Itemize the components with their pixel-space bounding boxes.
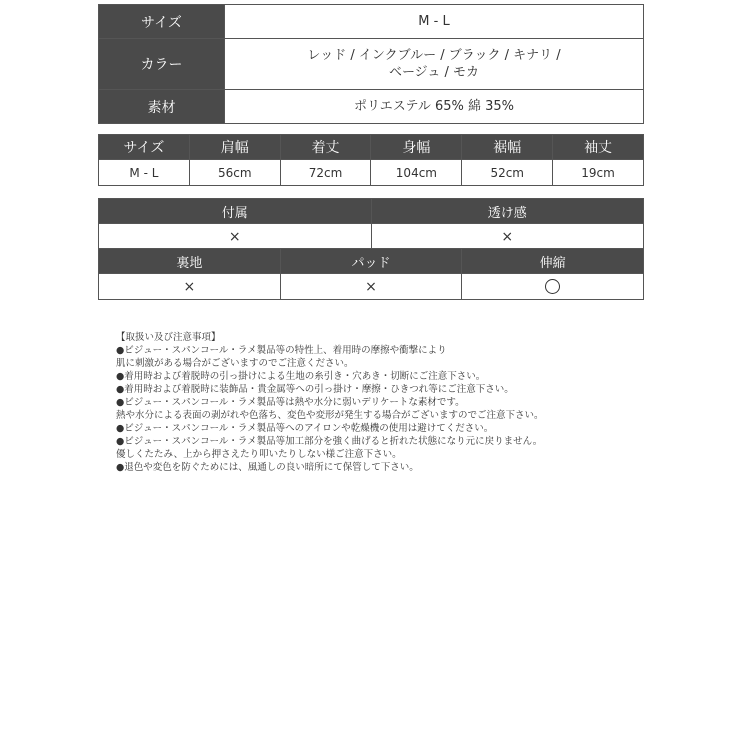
attribute-label-stretch: 伸縮 bbox=[462, 249, 644, 274]
attribute-table-2 bbox=[98, 248, 644, 300]
care-notes bbox=[116, 331, 636, 474]
attribute-header-row-1 bbox=[99, 199, 644, 224]
size-cell-length: 72cm bbox=[280, 160, 371, 186]
size-header-size: サイズ bbox=[99, 135, 190, 160]
size-header-hem: 裾幅 bbox=[462, 135, 553, 160]
attribute-header-row-2 bbox=[99, 249, 644, 274]
spec-row-size bbox=[99, 5, 644, 39]
size-header-sleeve: 袖丈 bbox=[553, 135, 644, 160]
spec-value-material: ポリエステル 65% 綿 35% bbox=[225, 90, 644, 124]
attribute-value-row-1 bbox=[99, 224, 644, 250]
care-note-line: 熱や水分による表面の剥がれや色落ち、変色や変形が発生する場合がございますのでご注意下さい。 bbox=[116, 410, 544, 421]
spec-value-size: M - L bbox=[225, 5, 644, 39]
attribute-table-1 bbox=[98, 198, 644, 250]
size-cell-shoulder: 56cm bbox=[189, 160, 280, 186]
care-note-line: ●ビジュー・スパンコール・ラメ製品等へのアイロンや乾燥機の使用は避けてください。 bbox=[116, 423, 494, 434]
sheer-cross-mark: × bbox=[501, 228, 514, 245]
spec-value-color-line2: ベージュ / モカ bbox=[388, 65, 480, 80]
accessory-cross-mark: × bbox=[228, 228, 241, 245]
size-header-shoulder: 肩幅 bbox=[189, 135, 280, 160]
attribute-label-accessory: 付属 bbox=[99, 199, 372, 224]
size-header-width: 身幅 bbox=[371, 135, 462, 160]
care-note-line: ●着用時および着脱時に装飾品・貴金属等への引っ掛け・摩擦・ひきつれ等にご注意下さい。 bbox=[116, 384, 514, 395]
size-table bbox=[98, 134, 644, 186]
attribute-label-pad: パッド bbox=[280, 249, 462, 274]
pad-cross-mark: × bbox=[365, 278, 377, 295]
attribute-label-lining: 裏地 bbox=[99, 249, 281, 274]
attribute-value-row-2 bbox=[99, 274, 644, 300]
size-cell-size: M - L bbox=[99, 160, 190, 186]
care-note-line: 優しくたたみ、上から押さえたり叩いたりしない様ご注意下さい。 bbox=[116, 449, 402, 460]
lining-cross-mark: × bbox=[183, 278, 196, 295]
spec-label-material: 素材 bbox=[99, 90, 225, 124]
size-cell-sleeve: 19cm bbox=[553, 160, 644, 186]
care-note-line: 肌に刺激がある場合がございますのでご注意ください。 bbox=[116, 358, 354, 369]
care-notes-heading: 【取扱い及び注意事項】 bbox=[116, 332, 221, 343]
care-note-line: ●ビジュー・スパンコール・ラメ製品等加工部分を強く曲げると折れた状態になり元に戻りません。 bbox=[116, 436, 543, 447]
care-note-line: ●ビジュー・スパンコール・ラメ製品等は熱や水分に弱いデリケートな素材です。 bbox=[116, 397, 465, 408]
spec-value-color bbox=[225, 39, 644, 90]
spec-row-material bbox=[99, 90, 644, 124]
spec-row-color bbox=[99, 39, 644, 90]
care-note-line: ●退色や変色を防ぐためには、風通しの良い暗所にて保管して下さい。 bbox=[116, 462, 419, 473]
stretch-circle-mark bbox=[545, 279, 560, 294]
care-note-line: ●ビジュー・スパンコール・ラメ製品等の特性上、着用時の摩擦や衝撃により bbox=[116, 345, 447, 356]
spec-table bbox=[98, 4, 644, 124]
attribute-label-sheer: 透け感 bbox=[371, 199, 644, 224]
size-header-length: 着丈 bbox=[280, 135, 371, 160]
size-table-row bbox=[99, 160, 644, 186]
care-note-line: ●着用時および着脱時の引っ掛けによる生地の糸引き・穴あき・切断にご注意下さい。 bbox=[116, 371, 486, 382]
spec-label-size: サイズ bbox=[99, 5, 225, 39]
spec-label-color: カラー bbox=[99, 39, 225, 90]
size-table-header bbox=[99, 135, 644, 160]
size-cell-width: 104cm bbox=[371, 160, 462, 186]
size-cell-hem: 52cm bbox=[462, 160, 553, 186]
spec-value-color-line1: レッド / インクブルー / ブラック / キナリ / bbox=[307, 48, 561, 63]
